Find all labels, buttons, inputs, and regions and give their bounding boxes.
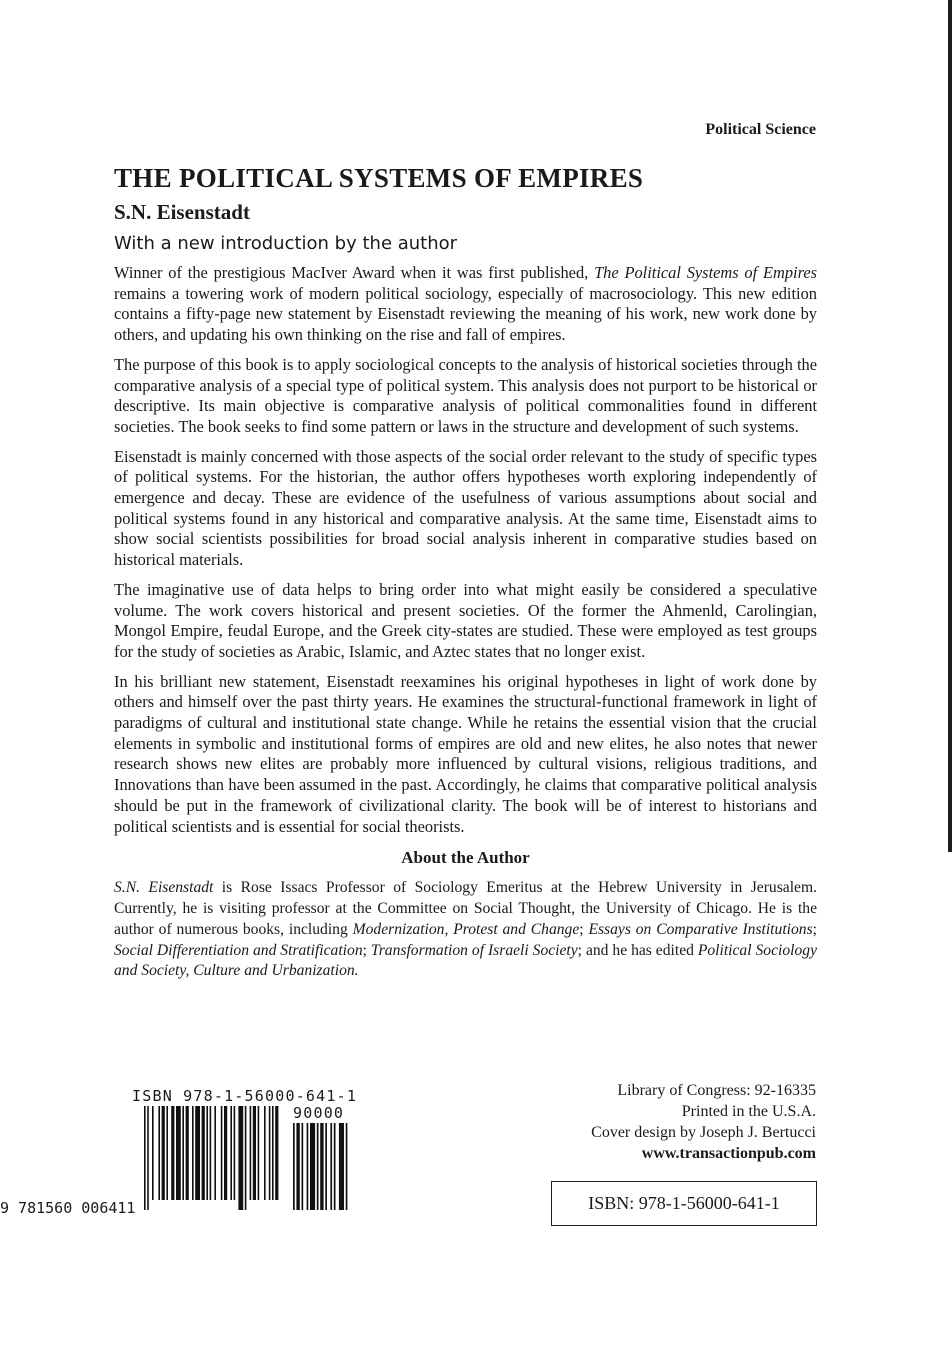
barcode-bar <box>238 1106 243 1210</box>
bio-book-4: Transformation of Israeli Society <box>370 941 578 959</box>
barcode-bars <box>130 1087 370 1217</box>
barcode-addon-bar <box>334 1123 336 1210</box>
bio-book-3: Social Differentiation and Stratification <box>114 941 363 959</box>
barcode-addon-bar <box>302 1123 304 1210</box>
barcode-addon-bar <box>339 1123 344 1210</box>
barcode-isbn-label: ISBN 978-1-56000-641-1 <box>132 1087 358 1105</box>
description-paragraph-4: The imaginative use of data helps to bring order into what might easily be considered a speculative volume. The work covers historical and present societies. Of the former the Ahmenld, Carolingian, Mongol Empire, feudal Europe, and the Greek city-states are studied. These were employed as test groups for the study of societies as Arabic, Islamic, and Aztec states that no longer exist. <box>114 579 817 661</box>
barcode-bar <box>182 1106 184 1200</box>
barcode-addon-bar <box>310 1123 315 1210</box>
barcode-bar <box>224 1106 227 1200</box>
author-bio <box>114 878 817 982</box>
barcode-addon-bar <box>317 1123 319 1210</box>
barcode-addon-bar <box>296 1123 299 1210</box>
barcode-addon-bar <box>320 1123 323 1210</box>
barcode-bar <box>206 1106 208 1200</box>
barcode-bar <box>210 1106 212 1200</box>
bio-author-name: S.N. Eisenstadt <box>114 879 214 897</box>
barcode-bar <box>250 1106 252 1200</box>
bio-book-5: Political Sociology and Society, Culture and Urbanization. <box>114 941 817 980</box>
book-subtitle: With a new introduction by the author <box>114 233 458 254</box>
barcode-bar <box>269 1106 271 1200</box>
category-label: Political Science <box>705 121 816 138</box>
cover-design-credit: Cover design by Joseph J. Bertucci <box>591 1124 816 1141</box>
main-content <box>114 158 817 982</box>
book-author: S.N. Eisenstadt <box>114 200 250 224</box>
barcode-bar <box>166 1106 168 1200</box>
barcode-addon-bar <box>293 1123 295 1210</box>
barcode-bar <box>272 1106 274 1200</box>
bio-book-2: Essays on Comparative Institutions <box>588 920 813 938</box>
printed-in: Printed in the U.S.A. <box>681 1103 816 1120</box>
barcode-bar <box>176 1106 181 1200</box>
description-paragraph-2: The purpose of this book is to apply sociological concepts to the analysis of historical societies through the comparative analysis of a special type of political system. This analysis does not purport to be historical or descriptive. Its main objective is comparative analysis of political commonalities found in different societies. The book seeks to find some pattern or laws in the structure and development of such systems. <box>114 354 817 436</box>
description-paragraph-5: In his brilliant new statement, Eisenstadt reexamines his original hypotheses in light of work done by others and himself over the past thirty years. He examines the structural-functional framework in light of paradigms of cultural and institutional state change. While he retains the essential vision that the crucial elements in symbolic and institutional forms of empires are old and new elites, he also notes that newer research shows new elites are probably more influenced by cultural visions, religious traditions, and Innovations than have been assumed in the past. Accordingly, he claims that comparative political analysis should be put in the framework of civilizational clarity. The book will be of interest to historians and political scientists and is essential for social theorists. <box>114 671 817 836</box>
barcode <box>130 1087 370 1217</box>
barcode-addon-bar <box>325 1123 327 1210</box>
barcode-bar <box>192 1106 194 1200</box>
page-edge-strip <box>948 0 952 852</box>
barcode-bar <box>275 1106 278 1200</box>
barcode-bar <box>147 1106 149 1210</box>
publisher-url: www.transactionpub.com <box>641 1145 816 1162</box>
barcode-bar <box>202 1106 205 1200</box>
bio-sep-3: ; <box>362 941 371 959</box>
barcode-bar <box>245 1106 247 1210</box>
bio-text-1: is Rose Issacs Professor of Sociology Emeritus at the Hebrew University in Jerusalem. Currently, he is visiting professor at the Committee on Social Thought, the University of Chicago. He is the author of numerous books, including <box>114 879 817 938</box>
p1-text-b: remains a towering work of modern political sociology, especially of macrosociology. This new edition contains a fifty-page new statement by Eisenstadt reviewing the meaning of his work, new work done by others, and updating his own thinking on the rise and fall of empires. <box>114 283 817 345</box>
bio-sep-1: ; <box>579 920 589 938</box>
barcode-bar <box>253 1106 256 1200</box>
p1-book-title: The Political Systems of Empires <box>594 263 817 282</box>
barcode-bar <box>158 1106 160 1200</box>
description-paragraph-1 <box>114 263 817 346</box>
barcode-addon-bar <box>346 1123 348 1210</box>
barcode-bar <box>230 1106 232 1200</box>
p1-text-a: Winner of the prestigious MacIver Award when it was first published, <box>114 263 595 282</box>
barcode-bar <box>195 1106 200 1200</box>
barcode-bar <box>171 1106 174 1200</box>
barcode-addon-bar <box>307 1123 309 1210</box>
barcode-bar <box>258 1106 260 1200</box>
bio-sep-2: ; <box>812 920 817 938</box>
about-author-heading: About the Author <box>401 848 530 868</box>
isbn-box: ISBN: 978-1-56000-641-1 <box>551 1181 817 1226</box>
bio-book-1: Modernization, Protest and Change <box>352 920 580 938</box>
barcode-bar <box>221 1106 223 1200</box>
barcode-addon-bar <box>330 1123 332 1210</box>
barcode-addon-number: 90000 <box>293 1104 345 1122</box>
barcode-bar <box>144 1106 146 1210</box>
imprint-block <box>591 1080 816 1164</box>
barcode-bar <box>264 1106 266 1200</box>
bio-text-2: ; and he has edited <box>577 941 698 959</box>
description-paragraph-3: Eisenstadt is mainly concerned with those aspects of the social order relevant to the study of specific types of political systems. For the historian, the author offers hypotheses worth exploring independently of emergence and decay. These are evidence of the usefulness of various assumptions about social and political systems found in any historical and comparative analysis. At the same time, Eisenstadt aims to show social scientists possibilities for broad social analysis inherent in comparative studies based on historical materials. <box>114 446 817 570</box>
barcode-bar <box>186 1106 189 1200</box>
barcode-bar <box>162 1106 165 1200</box>
barcode-bar <box>214 1106 216 1200</box>
barcode-bar <box>234 1106 236 1200</box>
barcode-digits: 9 781560 006411 <box>0 1199 136 1217</box>
barcode-bar <box>152 1106 154 1200</box>
book-title: THE POLITICAL SYSTEMS OF EMPIRES <box>114 163 644 193</box>
library-of-congress: Library of Congress: 92-16335 <box>617 1082 816 1099</box>
